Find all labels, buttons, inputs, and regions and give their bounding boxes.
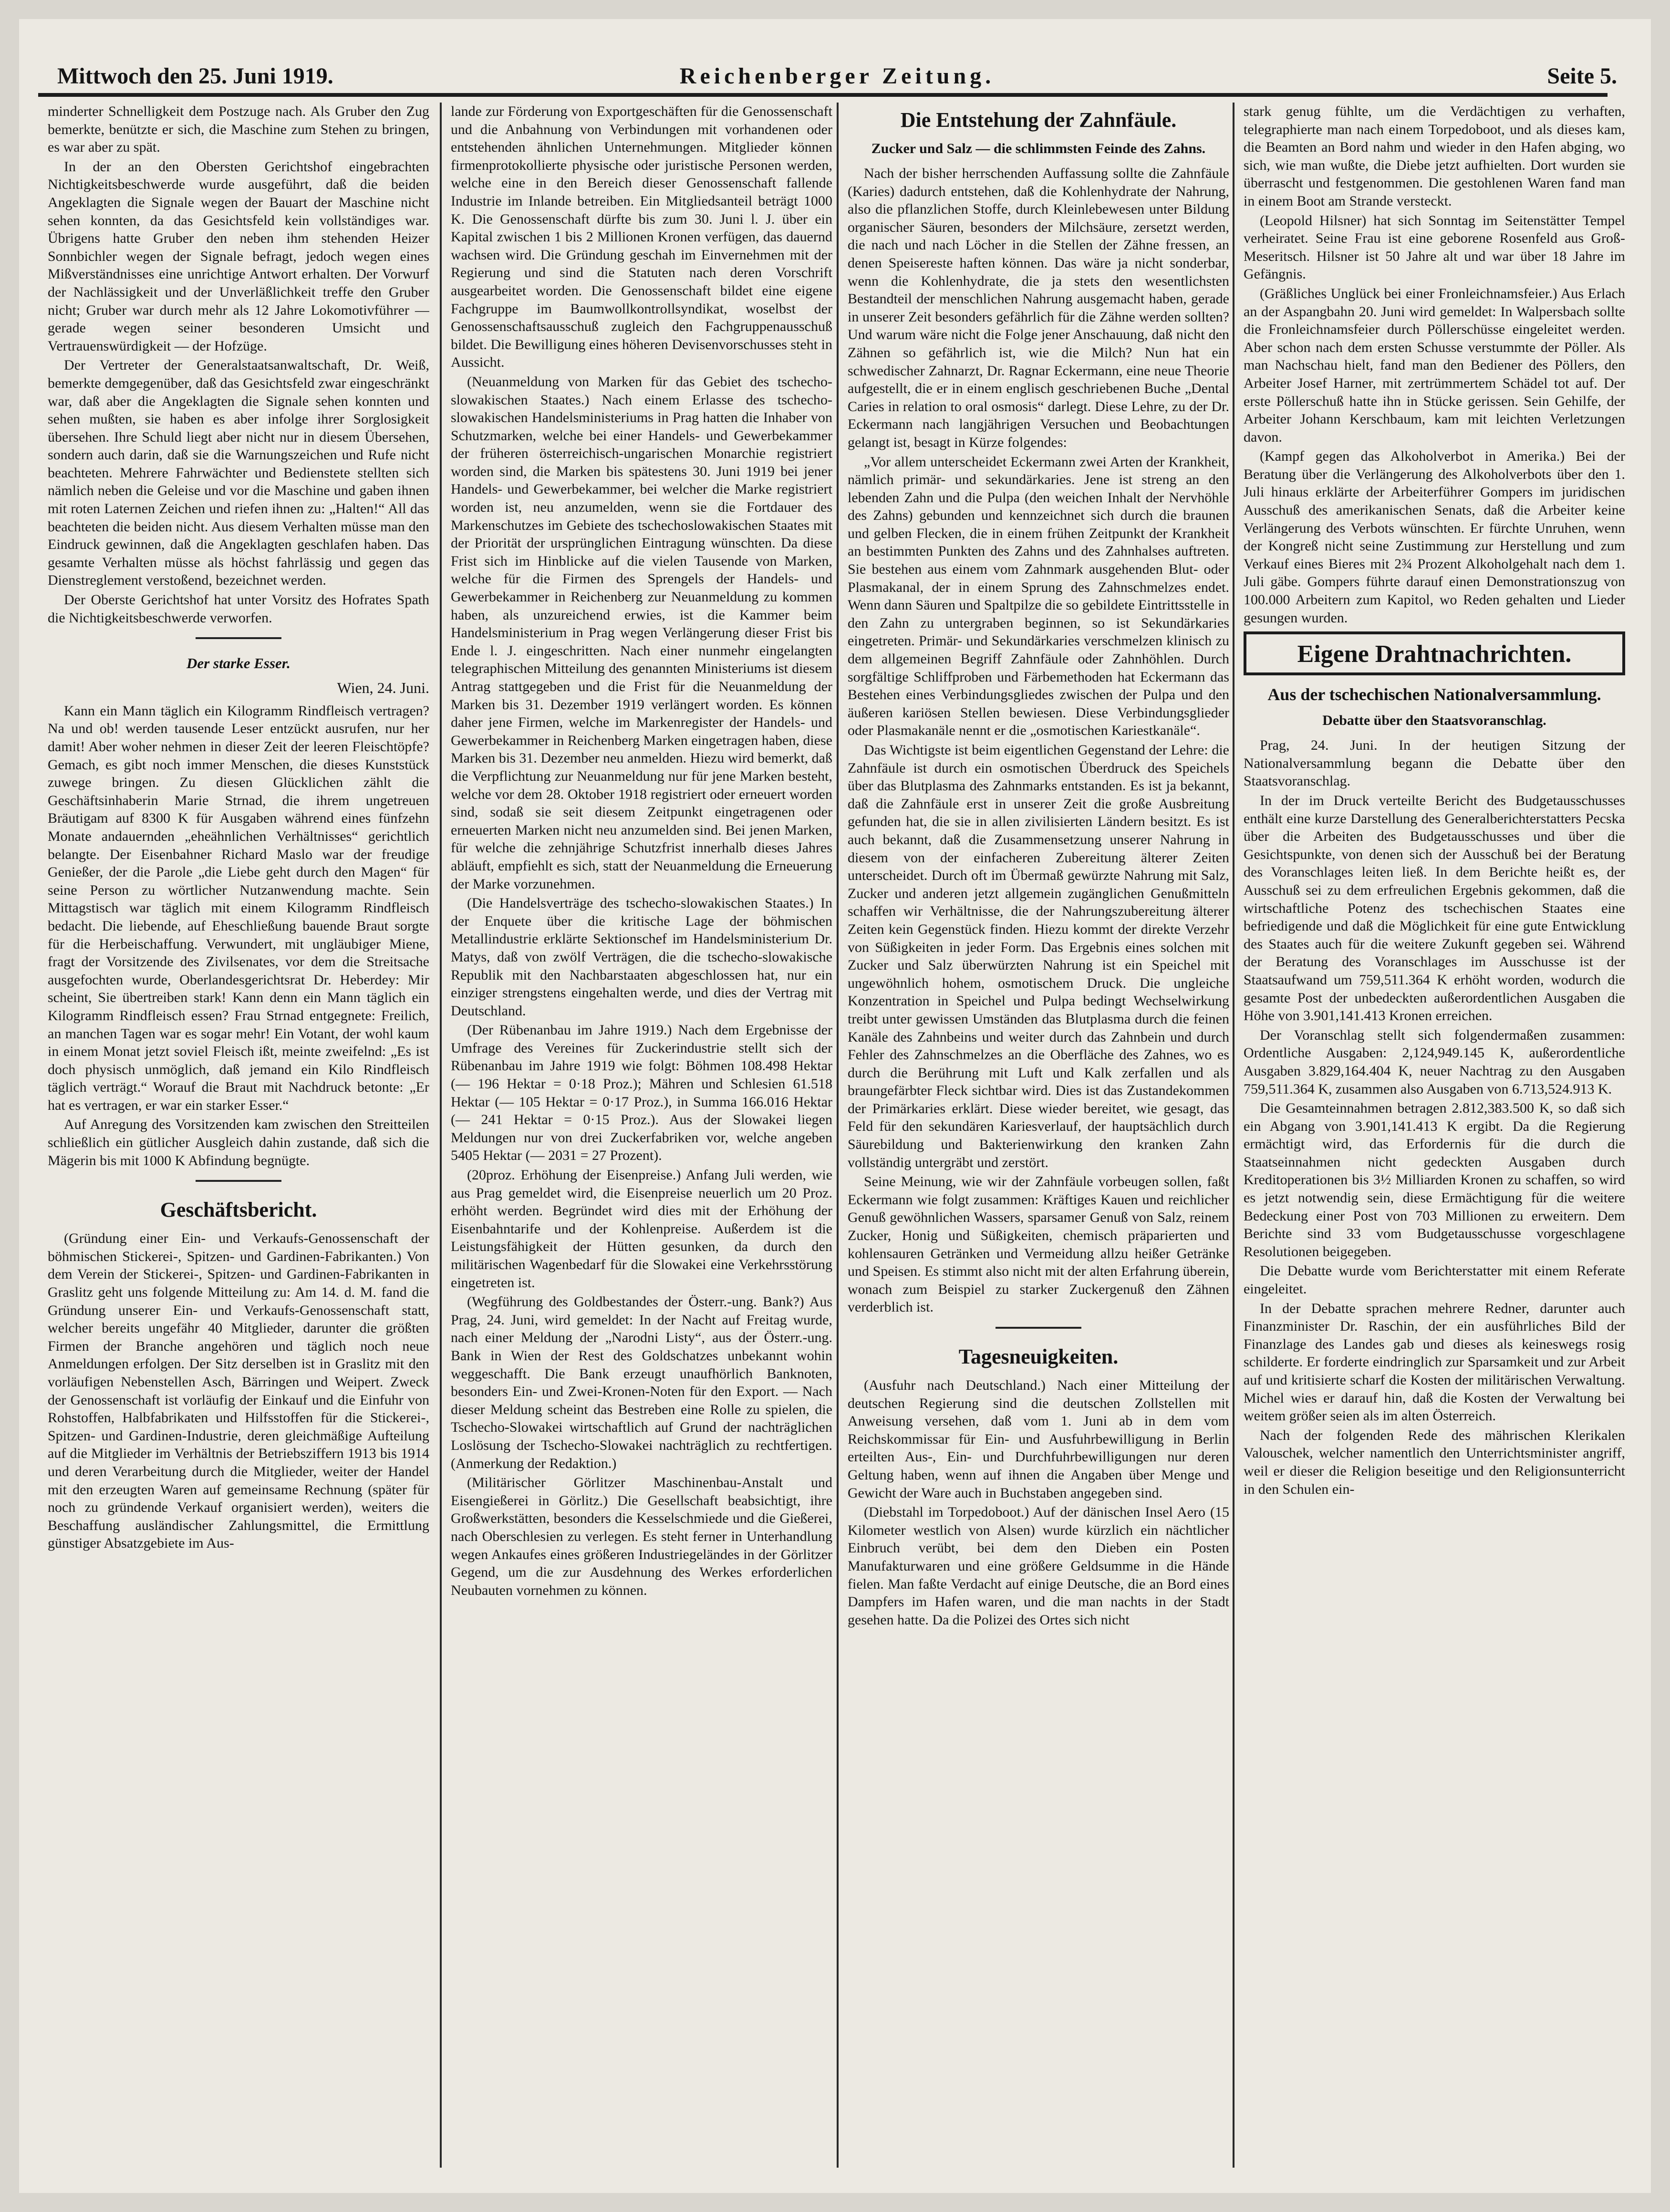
article-paragraph: (Leopold Hilsner) hat sich Sonntag im Seitenstätter Tempel verheiratet. Seine Frau ist eine geborene Rosenfeld aus Groß-Meseritsch. Hilsner ist 50 Jahre alt und war über 18 Jahre im Gefängnis. [1244, 212, 1625, 282]
article-paragraph: minderter Schnelligkeit dem Postzuge nach. Als Gruber den Zug bemerkte, benützte er sich, die Maschine zum Stehen zu bringen, es war aber zu spät. [48, 103, 429, 155]
article-paragraph: Die Debatte wurde vom Berichterstatter mit einem Referate eingeleitet. [1244, 1263, 1625, 1297]
article-paragraph: Auf Anregung des Vorsitzenden kam zwischen den Streitteilen schließlich ein gütlicher Ausgleich dahin zustande, daß sich die Mägerin bis mit 1000 K Abfindung begnügte. [48, 1116, 429, 1168]
section-headline: Tagesneuigkeiten. [958, 1345, 1119, 1368]
article-paragraph: Seine Meinung, wie wir der Zahnfäule vorbeugen sollen, faßt Eckermann wie folgt zusammen: Kräftiges Kauen und reichlicher Genuß gewöhnlichen Wassers, sparsamer Genuß von Salz, reinem Zucker, Honig und Süßigkeiten, chemisch präparierten und kohlensauren Getränken und Vermeidung allzu heißer Getränke und Speisen. Es stimmt also nicht mit der alten Erfahrung überein, wonach zum Beispiel zu starker Zuckergenuß den Zähnen verderblich ist. [848, 1174, 1229, 1315]
article-paragraph: Der Vertreter der Generalstaatsanwaltschaft, Dr. Weiß, bemerkte demgegenüber, daß das Gesichtsfeld zwar eingeschränkt war, daß aber die Angeklagten die Signale sehen konnten und sehen mußten, sie haben es aber infolge ihrer Sorglosigkeit übersehen. Ihre Schuld liegt aber nicht nur in diesem Übersehen, sondern auch darin, daß sie die Warnungszeichen und Rufe nicht beachteten. Mehrere Fahrwächter und Bedienstete stellten sich nämlich neben die Geleise und vor die Maschine und gaben ihnen mit roten Laternen Zeichen und riefen ihnen zu: „Halten!“ All das beachteten die beiden nicht. Aus diesem Verhalten müsse man den Eindruck gewinnen, daß die Angeklagten geschlafen haben. Das gesamte Verhalten müsse als höchst fahrlässig und gegen das Dienstreglement verstoßend, bezeichnet werden. [48, 357, 429, 589]
column-divider [837, 103, 839, 2168]
section-headline: Eigene Drahtnachrichten. [1297, 641, 1572, 668]
header-date: Mittwoch den 25. Juni 1919. [57, 63, 333, 89]
article-paragraph: (Der Rübenanbau im Jahre 1919.) Nach dem Ergebnisse der Umfrage des Vereines für Zuckerindustrie stellt sich der Rübenanbau im Jahre 1919 wie folgt: Böhmen 108.498 Hektar (— 196 Hektar = 0·18 Proz.); Mähren und Schlesien 61.518 Hektar (— 105 Hektar = 0·17 Proz.), in Summa 166.016 Hektar (— 241 Hektar = 0·15 Proz.). Aus der Slowakei liegen Meldungen nur von drei Zuckerfabriken vor, welche angeben 5405 Hektar (— 2031 = 27 Prozent). [451, 1022, 832, 1164]
article-paragraph: In der im Druck verteilte Bericht des Budgetausschusses enthält eine kurze Darstellung des Generalberichterstatters Pecska über die Arbeiten des Budgetausschusses und über die Gesichtspunkte, von denen sich der Ausschuß bei der Beratung des Voranschlages leiten ließ. In dem Berichte heißt es, der Ausschuß sei zu dem erfreulichen Ergebnis gekommen, daß die wirtschaftliche Potenz des tschechischen Staates eine befriedigende und daß die Möglichkeit für eine gute Entwicklung des Staates auch für die weitere Zukunft gegeben sei. Während der Beratung des Voranschlages im Ausschusse ist der Staatsaufwand um 759,511.364 K erhöht worden, wodurch die gesamte Post der unbedeckten außerordentlichen Ausgaben die Höhe von 3.901,141.413 Kronen erreichen. [1244, 793, 1625, 1024]
article-paragraph: stark genug fühlte, um die Verdächtigen zu verhaften, telegraphierte man nach einem Torpedoboot, und als dieses kam, die Beamten an Bord nahm und wieder in den Hafen abging, wo sich, wie man wußte, die Diebe jetzt aufhielten. Dort wurden sie überrascht und festgenommen. Die gestohlenen Waren fand man in einem Boot am Strande versteckt. [1244, 103, 1625, 209]
article-paragraph: Nach der bisher herrschenden Auffassung sollte die Zahnfäule (Karies) dadurch entstehen, daß die Kohlenhydrate der Nahrung, also die pflanzlichen Stoffe, durch Kleinlebewesen unter Bildung organischer Säuren, besonders der Milchsäure, zersetzt werden, die nach und nach Löcher in die Stellen der Zähne fressen, an denen Speisereste haften können. Das wäre ja nicht sonderbar, wenn die Kohlenhydrate, die ja stets den wesentlichsten Bestandteil der menschlichen Nahrung ausgemacht haben, gerade in unserer Zeit besonders gefährlich für die Zähne werden sollten? Und warum wäre nicht die Folge jener Anschauung, daß nicht den Zähnen so gefährlich ist, wie die Milch? Nun hat ein schwedischer Zahnarzt, Dr. Ragnar Eckermann, eine neue Theorie aufgestellt, die er in einem englisch geschriebenen Buche „Dental Caries in relation to oral osmosis“ darlegt. Diese Lehre, zu der Dr. Eckermann nach langjährigen Versuchen und Beobachtungen gelangt ist, besagt in Kürze folgendes: [848, 165, 1229, 450]
article-paragraph: (Gräßliches Unglück bei einer Fronleichnamsfeier.) Aus Erlach an der Aspangbahn 20. Juni wird gemeldet: In Walpersbach sollte die Fronleichnamsfeier durch Pöllerschüsse eingeleitet werden. Aber schon nach dem ersten Schusse verstummte der Pöller. Als man Nachschau hielt, fand man den Bediener des Pöllers, den Arbeiter Josef Harner, mit zertrümmertem Schädel tot auf. Der erste Pöllerschuß hatte ihn in Stücke gerissen. Sein Gehilfe, der Arbeiter Johann Kerschbaum, kam mit leichten Verletzungen davon. [1244, 285, 1625, 445]
article-paragraph: Prag, 24. Juni. In der heutigen Sitzung der Nationalversammlung begann die Debatte über den Staatsvoranschlag. [1244, 737, 1625, 789]
article-paragraph: „Vor allem unterscheidet Eckermann zwei Arten der Krankheit, nämlich primär- und sekundärkaries. Jene ist streng an den lebenden Zahn und die Pulpa (den weichen Inhalt der Nervhöhle des Zahns) gebunden und kennzeichnet sich durch die braunen und gelben Flecken, die in einem frühen Zeitpunkt der Krankheit an bestimmten Punkten des Zahns und des Zahnhalses auftreten. Sie bestehen aus einem vom Zahnmark ausgehenden Blut- oder Plasmakanal, der in einem Sprung des Zahnschmelzes endet. Wenn dann Säuren und Spaltpilze die so gebildete Eintrittsstelle in den Zahn zu untergraben beginnen, so ist Sekundärkaries eingetreten. Primär- und Sekundärkaries verschmelzen klinisch zu dem allgemeinen Begriff Zahnfäule oder Zahnhöhlen. Durch sorgfältige Schliffproben und Färbemethoden hat Eckermann das Bestehen eines Verbindungsgliedes zwischen der Pulpa und den äußeren kariösen Stellen bewiesen. Diese Verbindungsglieder oder Plasmakanäle nennt er die „osmotischen Kariestkanäle“. [848, 454, 1229, 739]
article-paragraph: In der an den Obersten Gerichtshof eingebrachten Nichtigkeitsbeschwerde wurde ausgeführt, daß die beiden Angeklagten die Signale wegen der Bauart der Maschine nicht sehen konnten, da das Gesichtsfeld kein vollständiges war. Übrigens hatte Gruber den neben ihm stehenden Heizer Sonnbichler wegen der Signale befragt, jedoch wegen eines Mißverständnisses eine unrichtige Antwort erhalten. Der Vorwurf der Nachlässigkeit und der Unverläßlichkeit treffe den Gruber nicht; Gruber war durch mehr als 12 Jahre Lokomotivführer — gerade wegen seiner besonderen Umsicht und Vertrauenswürdigkeit — der Hofzüge. [48, 158, 429, 354]
section-headline: Geschäftsbericht. [160, 1198, 317, 1222]
header-title: Reichenberger Zeitung. [679, 63, 995, 89]
dateline: Wien, 24. Juni. [337, 679, 429, 697]
telegram-section-box [1244, 631, 1625, 675]
article-paragraph: Die Gesamteinnahmen betragen 2.812,383.500 K, so daß sich ein Abgang von 3.901,141.413 K ergibt. Da die Regierung ermächtigt wird, das Erfordernis für die durch die Staatseinnahmen nicht gedeckten Ausgaben durch Kreditoperationen bis 3½ Milliarden Kronen zu schaffen, so wird es jetzt notwendig sein, diese Ermächtigung für die weitere Bedeckung einer Post von 703 Millionen zu erweitern. Dem Berichte sind 33 vom Budgetausschusse vorgeschlagene Resolutionen beigegeben. [1244, 1100, 1625, 1260]
article-paragraph: Kann ein Mann täglich ein Kilogramm Rindfleisch vertragen? Na und ob! werden tausende Leser entzückt ausrufen, nur her damit! Aber woher nehmen in dieser Zeit der leeren Fleischtöpfe? Gemach, es gibt noch immer Menschen, die dieses Kunststück zuwege bringen. Zu diesen Glücklichen zählt die Geschäftsinhaberin Marie Strnad, die ihrem ungetreuen Bräutigam auf 8300 K für Ausgaben während eines fünfzehn Monate andauernden „eheähnlichen Verhältnisses“ gerichtlich belangte. Der Eisenbahner Richard Maslo war der freudige Genießer, der die Parole „die Liebe geht durch den Magen“ für seine Person zu wörtlicher Nutzanwendung machte. Sein Mittagstisch war täglich mit einem Kilogramm Rindfleisch bedacht. Die liebende, auf Eheschließung bauende Braut sorgte für die Herbeischaffung. Verwundert, mit ungläubiger Miene, fragt der Vorsitzende des Zivilsenates, vor dem die Streitsache ausgefochten wurde, Oberlandesgerichtsrat Dr. Heberdey: Mir scheint, Sie übertreiben stark! Kann denn ein Mann täglich ein Kilogramm Rindfleisch essen? Frau Strnad entgegnete: Freilich, an manchen Tagen war es sogar mehr! Ein Votant, der wohl kaum in einem Monat jetzt soviel Fleisch ißt, meinte zweifelnd: „Es ist doch physisch unmöglich, daß jemand ein Kilo Rindfleisch täglich verträgt.“ Worauf die Braut mit Nachdruck betonte: „Er hat es vertragen, er war ein starker Esser.“ [48, 703, 429, 1113]
article-paragraph: (Ausfuhr nach Deutschland.) Nach einer Mitteilung der deutschen Regierung sind die deutschen Zollstellen mit Anweisung versehen, daß vom 1. Juni ab in dem vom Reichskommissar für Ein- und Ausfuhrbewilligung in Berlin erteilten Aus-, Ein- und Durchfuhrbewilligungen nur deren Geltung haben, wenn auf ihnen die Angaben über Menge und Gewicht der Ware auch in Buchstaben angegeben sind. [848, 1377, 1229, 1501]
header-page-number: Seite 5. [1547, 63, 1617, 89]
article-paragraph: (Die Handelsverträge des tschecho-slowakischen Staates.) In der Enquete über die kritische Lage der böhmischen Metallindustrie erklärte Sektionschef im Handelsministerium Dr. Matys, daß von zwölf Verträgen, die die tschecho-slowakische Republik mit den Nachbarstaaten abgeschlossen hat, nur ein einziger strengstens eingehalten werde, und dies der Vertrag mit Deutschland. [451, 895, 832, 1019]
article-paragraph: In der Debatte sprachen mehrere Redner, darunter auch Finanzminister Dr. Raschin, der ein ausführliches Bild der Finanzlage des Landes gab und dieses als keineswegs rosig schilderte. Er forderte eindringlich zur Sparsamkeit und zur Arbeit auf und kritisierte scharf die Kosten der militärischen Verwaltung. Michel wies er darauf hin, daß die Kosten der Verwaltung bei weitem größer seien als im alten Österreich. [1244, 1300, 1625, 1424]
article-paragraph: (Gründung einer Ein- und Verkaufs-Genossenschaft der böhmischen Stickerei-, Spitzen- und Gardinen-Fabrikanten.) Von dem Verein der Stickerei-, Spitzen- und Gardinen-Fabrikanten in Graslitz geht uns folgende Mitteilung zu: Am 14. d. M. fand die Gründung unserer Ein- und Verkaufs-Genossenschaft statt, welcher bereits ungefähr 40 Mitglieder, darunter die größten Firmen der Branche angehören und täglich noch neue Anmeldungen erfolgen. Der Sitz derselben ist in Graslitz mit den vorläufigen Nebenstellen Asch, Bärringen und Weipert. Zweck der Genossenschaft ist vorläufig der Einkauf und die Einfuhr von Rohstoffen, Halbfabrikaten und Hilfsstoffen für die Stickerei-, Spitzen- und Gardinen-Industrie, deren gleichmäßige Aufteilung auf die Mitglieder im Verhältnis der Betriebsziffern 1913 bis 1914 und deren Verarbeitung durch die Mitglieder, weiter der Handel mit den erzeugten Waren auf gemeinsame Rechnung (später für noch zu gründende Verkauf organisiert werden), weiters die Beschaffung ausländischer Zahlungsmittel, die Ermittlung günstiger Absatzgebiete im Aus- [48, 1230, 429, 1551]
column-1 [48, 103, 429, 2163]
article-paragraph: Nach der folgenden Rede des mährischen Klerikalen Valouschek, welcher namentlich den Unterrichtsminister angriff, weil er dieser die Religion beseitige und den Religionsunterricht in den Schulen ein- [1244, 1427, 1625, 1497]
separator [196, 1180, 281, 1182]
column-divider [1233, 103, 1234, 2168]
article-paragraph: (Militärischer Görlitzer Maschinenbau-Anstalt und Eisengießerei in Görlitz.) Die Gesellschaft beabsichtigt, ihre Großwerkstätten, besonders die Kesselschmiede und die Gießerei, nach Oberschlesien zu verlegen. Es steht ferner in Unterhandlung wegen Ankaufes eines größeren Industriegeländes in der Görlitzer Gegend, um die zur Ausdehnung des Werkes erforderlichen Neubauten vornehmen zu können. [451, 1475, 832, 1598]
article-paragraph: (20proz. Erhöhung der Eisenpreise.) Anfang Juli werden, wie aus Prag gemeldet wird, die Eisenpreise neuerlich um 20 Proz. erhöht werden. Begründet wird dies mit der Erhöhung der Eisenbahntarife und der Kohlenpreise. Außerdem ist die Leistungsfähigkeit der Hütten gesunken, da durch den militärischen Wagenbedarf für die Slowakei eine Verkehrsstörung eingetreten ist. [451, 1167, 832, 1291]
column-3 [848, 103, 1229, 2163]
column-divider [440, 103, 442, 2168]
article-paragraph: (Kampf gegen das Alkoholverbot in Amerika.) Bei der Beratung über die Verlängerung des Alkoholverbots über den 1. Juli hinaus erklärte der Arbeiterführer Gompers im juridischen Ausschuß des amerikanischen Senats, daß die Arbeiter keine Verlängerung des Verbots wünschten. Er fürchte Unruhen, wenn der Kongreß nicht seine Zustimmung zur Herstellung und zum Verkauf eines Bieres mit 2¾ Prozent Alkoholgehalt nach dem 1. Juli gäbe. Gompers führte darauf einen Demonstrationszug von 100.000 Arbeitern zum Kapitol, wo Reden gehalten und Lieder gesungen wurden. [1244, 448, 1625, 626]
article-headline: Aus der tschechischen Nationalversammlung. [1267, 685, 1601, 704]
article-paragraph: Das Wichtigste ist beim eigentlichen Gegenstand der Lehre: die Zahnfäule ist durch ein osmotischen Überdruck des Speichels über das Blutplasma des Zahnmarks entstanden. Es ist ja bekannt, daß die Zahnfäule erst in unserer Zeit die große Ausbreitung gefunden hat, die sie in allen zivilisierten Ländern besitzt. Es ist auch bekannt, daß die Zusammensetzung unserer Nahrung in diesem von der einfacheren Zubereitung älterer Zeiten unterscheidet. Durch oft im Übermaß gewürzte Nahrung mit Salz, Zucker und anderen jetzt allgemein zugänglichen Genußmitteln schaffen wir Verhältnisse, die der Nahrungszubereitung älterer Zeiten kein Gegenstück finden. Hiezu kommt der direkte Verzehr von Süßigkeiten in jeder Form. Das Ergebnis eines solchen mit Zucker und Salz überwürzten Nahrung ist ein Speichel mit ungewöhnlich hohem, osmotischem Druck. Die ungleiche Konzentration in Speichel und Pulpa bedingt Wechselwirkung treibt unter gewissen Umständen das Blutplasma durch die feinen Kanäle des Zahnbeins und weiter durch das Zahnbein und durch Fehler des Zahnschmelzes an die Oberfläche des Zahnes, wo es durch die Berührung mit Luft und Kalk zerfallen und als braungefärbter Fleck sichtbar wird. Dies ist das Zustandekommen der Primärkaries erklärt. Diese wieder bereitet, wie gesagt, das Feld für den sekundären Kariesverlauf, der hauptsächlich durch Säurebildung und Bakterienwirkung den kranken Zahn vollständig untergräbt und zerstört. [848, 742, 1229, 1170]
article-paragraph: (Diebstahl im Torpedoboot.) Auf der dänischen Insel Aero (15 Kilometer westlich von Alsen) wurde kürzlich ein nächtlicher Einbruch verübt, bei dem den Dieben ein Posten Manufakturwaren und eine größere Geldsumme in die Hände fielen. Man faßte Verdacht auf einige Deutsche, die an Bord eines Dampfers im Hafen waren, und die man nachts in der Stadt gesehen hatte. Da die Polizei des Ortes sich nicht [848, 1504, 1229, 1628]
article-paragraph: Der Voranschlag stellt sich folgendermaßen zusammen: Ordentliche Ausgaben: 2,124,949.145 K, außerordentliche Ausgaben 3.829,164.404 K, neuer Nachtrag zu den Ausgaben 759,511.364 K, zusammen also Ausgaben von 6.713,524.913 K. [1244, 1027, 1625, 1097]
separator [996, 1327, 1081, 1329]
article-headline: Der starke Esser. [187, 655, 290, 672]
article-subheadline: Debatte über den Staatsvoranschlag. [1322, 713, 1546, 729]
column-2 [451, 103, 832, 2163]
page-header [57, 63, 1617, 106]
article-headline: Die Entstehung der Zahnfäule. [900, 108, 1177, 132]
article-paragraph: (Neuanmeldung von Marken für das Gebiet des tschecho-slowakischen Staates.) Nach einem Erlasse des tschecho-slowakischen Handelsministeriums in Prag hatten die Inhaber von Schutzmarken, welche bei einer Handels- und Gewerbekammer der früheren österreichisch-ungarischen Monarchie registriert worden sind, die Marken bis spätestens 30. Juni 1919 bei jener Handels- und Gewerbekammer, bei welcher die Marke registriert worden ist, neu anzumelden, wenn sie die Fortdauer des Markenschutzes im Gebiete des tschechoslowakischen Staates mit der Priorität der ursprünglichen Eintragung wünschten. Da diese Frist sich im Hinblicke auf die vielen Tausende von Marken, welche für die Firmen des Sprengels der Handels- und Gewerbekammer in Reichenberg zur Neuanmeldung zu kommen haben, als unzureichend erwies, ist die Kammer beim Handelsministerium in Prag wegen Verlängerung dieser Frist bis Ende l. J. eingeschritten. Nach einer nunmehr eingelangten telegraphischen Mitteilung des genannten Ministeriums ist diesem Antrag stattgegeben und die Frist für die Neuanmeldung der Marken bis 31. Dezember 1919 verlängert worden. Es können daher jene Firmen, welche im Markenregister der Handels- und Gewerbekammer in Reichenberg Marken eingetragen haben, diese Marken bis 31. Dezember neu anmelden. Hiezu wird bemerkt, daß die Verpflichtung zur Neuanmeldung nur für jene Marken besteht, welche vor dem 28. Oktober 1918 registriert oder erneuert worden sind, sodaß sie seit diesem Zeitpunkt eingetragenen oder erneuerten Marken nicht neu anzumelden sind. Bei jenen Marken, für welche die zehnjährige Schutzfrist innerhalb dieses Jahres abläuft, empfiehlt es sich, statt der Neuanmeldung die Erneuerung der Marke vorzunehmen. [451, 373, 832, 892]
column-4 [1244, 103, 1625, 2163]
separator [196, 637, 281, 639]
header-rule [38, 93, 1608, 97]
article-paragraph: Der Oberste Gerichtshof hat unter Vorsitz des Hofrates Spath die Nichtigkeitsbeschwerde verworfen. [48, 592, 429, 626]
article-subheadline: Zucker und Salz — die schlimmsten Feinde des Zahns. [871, 141, 1206, 156]
article-paragraph: lande zur Förderung von Exportgeschäften für die Genossenschaft und die Anbahnung von Verbindungen mit vorhandenen oder entstehenden ähnlichen Unternehmungen. Mitglieder können firmenprotokollierte physische oder juristische Personen werden, welche eine in den Bereich dieser Genossenschaft fallende Industrie im Inlande betreiben. Ein Mitgliedsanteil beträgt 1000 K. Die Genossenschaft dürfte bis zum 30. Juni l. J. über ein Kapital zwischen 1 bis 2 Millionen Kronen verfügen, das dauernd wachsen wird. Die Gründung geschah im Einvernehmen mit der Regierung und sind die Statuten nach deren Vorschrift ausgearbeitet worden. Die Genossenschaft bildet eine eigene Fachgruppe im Baumwollkontrollsyndikat, woselbst der Genossenschaftsausschuß zugleich den Fachgruppenausschuß bildet. Die Bewilligung eines höheren Devisenvorschusses steht in Aussicht. [451, 103, 832, 371]
article-paragraph: (Wegführung des Goldbestandes der Österr.-ung. Bank?) Aus Prag, 24. Juni, wird gemeldet: In der Nacht auf Freitag wurde, nach einer Meldung der „Narodni Listy“, aus der Österr.-ung. Bank in Wien der Rest des Goldschatzes unbekannt wohin weggeschafft. Die Bank erzeugt unaufhörlich Banknoten, besonders Ein- und Zwei-Kronen-Noten für den Export. — Nach dieser Meldung scheint das Bestreben eine Rolle zu spielen, die Tschecho-Slowakei wirtschaftlich auf Grund der nachträglichen Loslösung der Tschecho-Slowakei nachträglich zu rechtfertigen. (Anmerkung der Redaktion.) [451, 1294, 832, 1471]
